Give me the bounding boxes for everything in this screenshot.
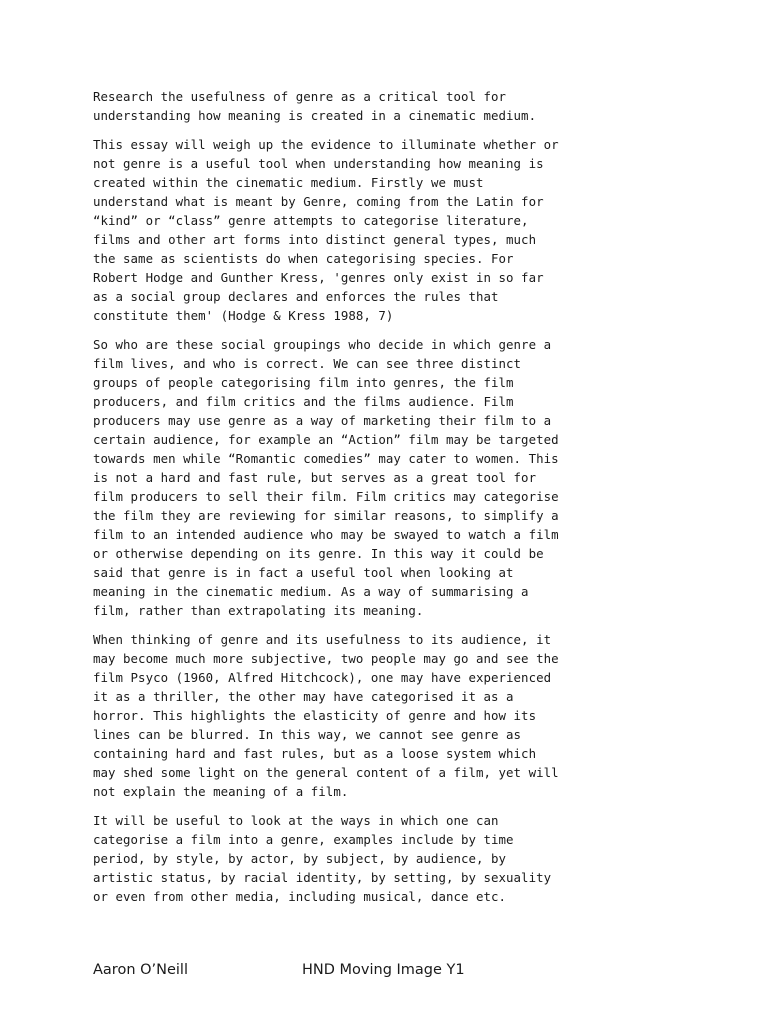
footer-course: HND Moving Image Y1 [302,962,465,978]
essay-paragraph: This essay will weigh up the evidence to illuminate whether or not genre is a useful tool when understanding how meaning is created within the cinematic medium. Firstly we must understand what is meant by Genre, coming from the Latin for “kind” or “class” genre attempts to categorise literature, films and other art forms into distinct general types, much the same as scientists do when categorising species. For Robert Hodge and Gunther Kress, 'genres only exist in so far as a social group declares and enforces the rules that constitute them' (Hodge & Kress 1988, 7) [93,137,559,323]
essay-title-paragraph: Research the usefulness of genre as a critical tool for understanding how meaning is created in a cinematic medium. [93,89,537,123]
essay-paragraph: It will be useful to look at the ways in which one can categorise a film into a genre, examples include by time period, by style, by actor, by subject, by audience, by artistic status, by racial identity, by setting, by sexuality or even from other media, including musical, dance etc. [93,813,552,904]
footer-author: Aaron O’Neill [93,962,188,978]
essay-body [93,87,683,916]
essay-paragraph: When thinking of genre and its usefulness to its audience, it may become much more subjective, two people may go and see the film Psyco (1960, Alfred Hitchcock), one may have experienced it as a thriller, the other may have categorised it as a horror. This highlights the elasticity of genre and how its lines can be blurred. In this way, we cannot see genre as containing hard and fast rules, but as a loose system which may shed some light on the general content of a film, yet will not explain the meaning of a film. [93,632,559,799]
essay-paragraph: So who are these social groupings who decide in which genre a film lives, and who is correct. We can see three distinct groups of people categorising film into genres, the film producers, and film critics and the films audience. Film producers may use genre as a way of marketing their film to a certain audience, for example an “Action” film may be targeted towards men while “Romantic comedies” may cater to women. This is not a hard and fast rule, but serves as a great tool for film producers to sell their film. Film critics may categorise the film they are reviewing for similar reasons, to simplify a film to an intended audience who may be swayed to watch a film or otherwise depending on its genre. In this way it could be said that genre is in fact a useful tool when looking at meaning in the cinematic medium. As a way of summarising a film, rather than extrapolating its meaning. [93,337,559,618]
